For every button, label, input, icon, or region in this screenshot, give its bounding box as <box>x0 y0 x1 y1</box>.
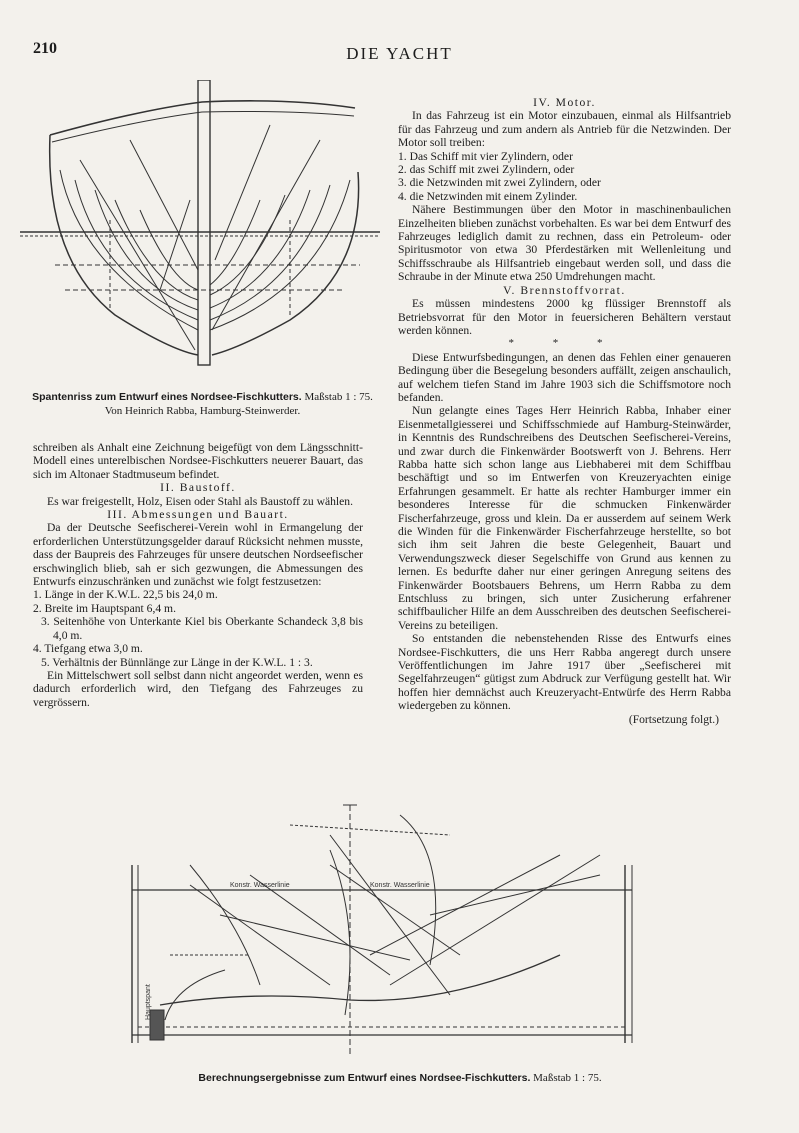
list-item: 2. Breite im Hauptspant 6,4 m. <box>33 601 176 615</box>
figure1-caption-scale: Maßstab 1 : 75. <box>304 391 373 403</box>
list-item: 1. Länge in der K.W.L. 22,5 bis 24,0 m. <box>33 588 218 602</box>
continuation-note: (Fortsetzung folgt.) <box>628 712 719 726</box>
section-paragraph: Nähere Bestimmungen über den Motor in maschinenbaulichen Einzelheiten blieben zunächst vorbehalten. Es war bei dem Entwurf des Fahrzeuges lediglich damit zu rechnen, dass ein Petroleum- oder Spiritusmotor von etwa 30 Pferdestärken mit Wellenleitung und Schiffsschraube als Hilfsantrieb eingebaut werden soll, und dass die Schraube in der Minute etwa 250 Umdrehungen macht. <box>398 203 731 284</box>
figure2-caption <box>140 1072 660 1084</box>
section-paragraph: Es war freigestellt, Holz, Eisen oder Stahl als Baustoff zu wählen. <box>47 494 353 508</box>
figure1-caption <box>30 390 375 418</box>
section-paragraph: Es müssen mindestens 2000 kg flüssiger Brennstoff als Betriebsvorrat für den Motor in feuersicheren Behältern verstaut werden können. <box>398 297 731 337</box>
waterline-label: Konstr. Wasserlinie <box>370 882 430 889</box>
main-frame-label: Hauptspant <box>145 984 152 1020</box>
separator: * * * <box>508 337 621 350</box>
list-item: 4. die Netzwinden mit einem Zylinder. <box>398 189 578 203</box>
intro-paragraph: schreiben als Anhalt eine Zeichnung beigefügt von dem Längsschnitt-Modell eines unterelbischen Nordsee-Fischkutters neuerer Bauart, das sich im Altonaer Stadtmuseum befindet. <box>33 441 363 481</box>
left-column <box>33 441 363 709</box>
page-number: 210 <box>33 40 57 57</box>
section-paragraph: Da der Deutsche Seefischerei-Verein wohl in Ermangelung der erforderlichen Unterstützungsgelder darauf Rücksicht nehmen musste, dass der Baupreis des Fahrzeuges für unsere deutschen Nordseefischer erschwinglich blieb, sah er sich gezwungen, die Abmessungen des Entwurfs einzuschränken und zunächst wie folgt festzusetzen: <box>33 521 363 589</box>
figure2-caption-title: Berechnungsergebnisse zum Entwurf eines Nordsee-Fischkutters. <box>198 1072 531 1084</box>
section-heading: V. Brennstoffvorrat. <box>503 283 626 297</box>
body-paragraph: Diese Entwurfsbedingungen, an denen das Fehlen einer genaueren Bedingung über die Besegelung besonders auffällt, zeigen anschaulich, auf welchem tiefen Stand im Jahre 1903 sich die Schiffsmotore noch befanden. <box>398 350 731 404</box>
body-paragraph: Nun gelangte eines Tages Herr Heinrich Rabba, Inhaber einer Eisenmetallgiesserei und Schiffsschmiede auf Hamburg-Steinwärder, in Kenntnis des Rundschreibens des Deutschen Seefischerei-Vereins, und zwar durch die Finkenwärder Bootswerft von J. Behrens. Herr Rabba hatte sich schon lange aus Liebhaberei mit dem Schiffbau beschäftigt und so im Entwerfen von Kreuzeryachten einige Erfahrungen gesammelt. Er hatte als rechter Hamburger immer ein besonderes Interesse für die schmucken Finkenwärder Fischerfahrzeuge, gross und klein. Da er ausserdem auf seinem Werk die Winden für die Finkenwärder Fischerfahrzeuge herstellte, so bot sich ihm seit Jahren die beste Gelegenheit, Bauart und Verwendungszweck dieser Segelschiffe von Grund aus kennen zu lernen. Es bedurfte daher nur einer geringen Anregung seitens des Finkenwärder Bootsbauers Behrens, um Herrn Rabba zu dem Entschluss zu bringen, sich unter Zusicherung erfahrener schiffbaulicher Hilfe an dem Ausschreiben des deutschen Seefischerei-Vereins zu beteiligen. <box>398 404 731 632</box>
figure1-caption-author: Von Heinrich Rabba, Hamburg-Steinwerder. <box>104 405 301 417</box>
figure1-caption-title: Spantenriss zum Entwurf eines Nordsee-Fischkutters. <box>32 391 302 403</box>
list-item: 2. das Schiff mit zwei Zylindern, oder <box>398 163 575 177</box>
figure2-caption-scale: Maßstab 1 : 75. <box>533 1072 602 1084</box>
list-item: 5. Verhältnis der Bünnlänge zur Länge in der K.W.L. 1 : 3. <box>41 655 313 669</box>
right-column <box>398 96 731 726</box>
list-item: 1. Das Schiff mit vier Zylindern, oder <box>398 149 573 163</box>
body-plan-drawing <box>20 80 380 380</box>
section-heading: III. Abmessungen und Bauart. <box>107 508 289 522</box>
section-heading: IV. Motor. <box>533 96 596 109</box>
list-item: 3. Seitenhöhe von Unterkante Kiel bis Oberkante Schandeck 3,8 bis 4,0 m. <box>41 615 363 642</box>
calculation-drawing <box>130 795 655 1065</box>
section-paragraph: Ein Mittelschwert soll selbst dann nicht angeordet werden, wenn es dadurch erforderlich wird, den Tiefgang des Fahrzeuges zu vergrössern. <box>33 668 363 709</box>
journal-title: DIE YACHT <box>346 44 453 63</box>
waterline-label: Konstr. Wasserlinie <box>230 882 290 889</box>
list-item: 3. die Netzwinden mit zwei Zylindern, oder <box>398 176 601 190</box>
section-paragraph: In das Fahrzeug ist ein Motor einzubauen, einmal als Hilfsantrieb für das Fahrzeug und zum andern als Antrieb für die Netzwinden. Der Motor soll treiben: <box>398 109 731 150</box>
list-item: 4. Tiefgang etwa 3,0 m. <box>33 642 143 656</box>
section-heading: II. Baustoff. <box>160 481 236 495</box>
body-paragraph: So entstanden die nebenstehenden Risse des Entwurfs eines Nordsee-Fischkutters, die uns Herr Rabba angeregt durch unsere Veröffentlichungen im Jahre 1917 über „Seefischerei mit Segelfahrzeugen“ gütigst zum Abdruck zur Verfügung gestellt hat. Wir hoffen hier demnächst auch Kreuzeryacht-Entwürfe des Herrn Rabba wiedergeben zu können. <box>398 632 731 713</box>
